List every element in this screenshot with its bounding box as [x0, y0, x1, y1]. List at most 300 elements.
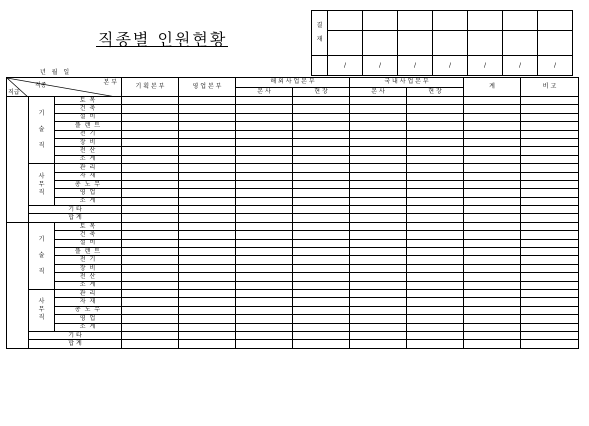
value-cell[interactable]	[122, 214, 179, 222]
approval-date-cell[interactable]: /	[468, 56, 503, 76]
value-cell[interactable]	[122, 273, 179, 281]
value-cell[interactable]	[464, 289, 521, 297]
value-cell[interactable]	[293, 264, 350, 272]
value-cell[interactable]	[350, 164, 407, 172]
value-cell[interactable]	[350, 340, 407, 348]
value-cell[interactable]	[521, 239, 579, 247]
value-cell[interactable]	[179, 97, 236, 105]
value-cell[interactable]	[293, 147, 350, 155]
value-cell[interactable]	[236, 239, 293, 247]
job-type-label: 토 목	[55, 97, 122, 105]
value-cell[interactable]	[179, 248, 236, 256]
value-cell[interactable]	[464, 331, 521, 339]
value-cell[interactable]	[179, 189, 236, 197]
value-cell[interactable]	[350, 105, 407, 113]
value-cell[interactable]	[407, 155, 464, 163]
value-cell[interactable]	[407, 281, 464, 289]
value-cell[interactable]	[236, 113, 293, 121]
table-row	[7, 264, 579, 272]
value-cell[interactable]	[350, 306, 407, 314]
value-cell[interactable]	[236, 248, 293, 256]
value-cell[interactable]	[350, 189, 407, 197]
value-cell[interactable]	[521, 248, 579, 256]
value-cell[interactable]	[236, 281, 293, 289]
value-cell[interactable]	[122, 315, 179, 323]
value-cell[interactable]	[293, 105, 350, 113]
value-cell[interactable]	[293, 197, 350, 205]
value-cell[interactable]	[122, 281, 179, 289]
value-cell[interactable]	[464, 214, 521, 222]
value-cell[interactable]	[122, 206, 179, 214]
value-cell[interactable]	[236, 222, 293, 230]
value-cell[interactable]	[350, 323, 407, 331]
value-cell[interactable]	[407, 172, 464, 180]
value-cell[interactable]	[464, 164, 521, 172]
value-cell[interactable]	[521, 180, 579, 188]
value-cell[interactable]	[179, 206, 236, 214]
value-cell[interactable]	[464, 256, 521, 264]
total-row-label: 합 계	[29, 214, 122, 222]
approval-sign-area[interactable]	[398, 31, 433, 56]
header-corner-cell	[7, 78, 122, 97]
value-cell[interactable]	[122, 164, 179, 172]
value-cell[interactable]	[350, 256, 407, 264]
value-cell[interactable]	[179, 289, 236, 297]
value-cell[interactable]	[407, 197, 464, 205]
value-cell[interactable]	[293, 172, 350, 180]
value-cell[interactable]	[179, 315, 236, 323]
value-cell[interactable]	[521, 122, 579, 130]
approval-date-cell[interactable]: /	[328, 56, 363, 76]
value-cell[interactable]	[521, 164, 579, 172]
value-cell[interactable]	[122, 340, 179, 348]
value-cell[interactable]	[179, 264, 236, 272]
approval-sign-cell[interactable]	[538, 11, 573, 31]
approval-date-cell[interactable]: /	[503, 56, 538, 76]
value-cell[interactable]	[122, 289, 179, 297]
value-cell[interactable]	[179, 113, 236, 121]
value-cell[interactable]	[179, 214, 236, 222]
value-cell[interactable]	[236, 180, 293, 188]
value-cell[interactable]	[293, 340, 350, 348]
value-cell[interactable]	[350, 155, 407, 163]
value-cell[interactable]	[407, 231, 464, 239]
value-cell[interactable]	[350, 197, 407, 205]
job-type-label: 건 축	[55, 105, 122, 113]
value-cell[interactable]	[293, 155, 350, 163]
value-cell[interactable]	[521, 130, 579, 138]
value-cell[interactable]	[293, 222, 350, 230]
value-cell[interactable]	[521, 298, 579, 306]
value-cell[interactable]	[350, 130, 407, 138]
value-cell[interactable]	[122, 239, 179, 247]
job-type-label: 장 비	[55, 138, 122, 146]
value-cell[interactable]	[293, 138, 350, 146]
value-cell[interactable]	[122, 222, 179, 230]
approval-sign-area[interactable]	[468, 31, 503, 56]
value-cell[interactable]	[293, 214, 350, 222]
value-cell[interactable]	[407, 206, 464, 214]
table-row	[7, 256, 579, 264]
approval-date-cell[interactable]: /	[433, 56, 468, 76]
value-cell[interactable]	[407, 138, 464, 146]
approval-date-cell[interactable]: /	[363, 56, 398, 76]
value-cell[interactable]	[407, 105, 464, 113]
sub-header-site: 현 장	[407, 87, 464, 97]
value-cell[interactable]	[521, 289, 579, 297]
value-cell[interactable]	[179, 323, 236, 331]
job-type-label: 소 계	[55, 281, 122, 289]
approval-sign-area[interactable]	[363, 31, 398, 56]
value-cell[interactable]	[350, 206, 407, 214]
value-cell[interactable]	[407, 323, 464, 331]
value-cell[interactable]	[293, 189, 350, 197]
sub-header-site: 현 장	[293, 87, 350, 97]
value-cell[interactable]	[122, 323, 179, 331]
value-cell[interactable]	[236, 122, 293, 130]
value-cell[interactable]	[236, 315, 293, 323]
value-cell[interactable]	[521, 197, 579, 205]
table-row	[7, 97, 579, 105]
value-cell[interactable]	[293, 273, 350, 281]
value-cell[interactable]	[236, 298, 293, 306]
value-cell[interactable]	[236, 105, 293, 113]
value-cell[interactable]	[521, 273, 579, 281]
value-cell[interactable]	[122, 264, 179, 272]
job-category-label: 사 무 직	[29, 164, 55, 206]
value-cell[interactable]	[293, 331, 350, 339]
value-cell[interactable]	[521, 340, 579, 348]
value-cell[interactable]	[179, 256, 236, 264]
value-cell[interactable]	[407, 147, 464, 155]
value-cell[interactable]	[350, 281, 407, 289]
value-cell[interactable]	[179, 298, 236, 306]
value-cell[interactable]	[236, 256, 293, 264]
approval-sign-cell[interactable]	[503, 11, 538, 31]
value-cell[interactable]	[236, 214, 293, 222]
value-cell[interactable]	[521, 264, 579, 272]
value-cell[interactable]	[521, 155, 579, 163]
value-cell[interactable]	[521, 138, 579, 146]
value-cell[interactable]	[293, 256, 350, 264]
value-cell[interactable]	[122, 298, 179, 306]
value-cell[interactable]	[236, 340, 293, 348]
value-cell[interactable]	[521, 315, 579, 323]
value-cell[interactable]	[407, 122, 464, 130]
value-cell[interactable]	[122, 97, 179, 105]
value-cell[interactable]	[464, 138, 521, 146]
value-cell[interactable]	[464, 315, 521, 323]
value-cell[interactable]	[236, 264, 293, 272]
value-cell[interactable]	[407, 315, 464, 323]
value-cell[interactable]	[179, 122, 236, 130]
value-cell[interactable]	[179, 164, 236, 172]
value-cell[interactable]	[464, 281, 521, 289]
value-cell[interactable]	[179, 180, 236, 188]
value-cell[interactable]	[179, 340, 236, 348]
job-type-label: 장 비	[55, 264, 122, 272]
value-cell[interactable]	[293, 180, 350, 188]
value-cell[interactable]	[122, 130, 179, 138]
value-cell[interactable]	[236, 197, 293, 205]
value-cell[interactable]	[407, 256, 464, 264]
value-cell[interactable]	[521, 231, 579, 239]
value-cell[interactable]	[407, 130, 464, 138]
value-cell[interactable]	[293, 289, 350, 297]
value-cell[interactable]	[179, 281, 236, 289]
value-cell[interactable]	[122, 197, 179, 205]
value-cell[interactable]	[179, 231, 236, 239]
value-cell[interactable]	[464, 248, 521, 256]
approval-sign-area[interactable]	[433, 31, 468, 56]
value-cell[interactable]	[293, 306, 350, 314]
value-cell[interactable]	[179, 147, 236, 155]
value-cell[interactable]	[236, 138, 293, 146]
value-cell[interactable]	[521, 113, 579, 121]
value-cell[interactable]	[521, 206, 579, 214]
value-cell[interactable]	[350, 248, 407, 256]
value-cell[interactable]	[179, 273, 236, 281]
value-cell[interactable]	[521, 189, 579, 197]
value-cell[interactable]	[179, 105, 236, 113]
value-cell[interactable]	[464, 239, 521, 247]
value-cell[interactable]	[521, 256, 579, 264]
job-type-label: 총 노 무	[55, 180, 122, 188]
value-cell[interactable]	[122, 256, 179, 264]
table-row	[7, 315, 579, 323]
table-row	[7, 281, 579, 289]
value-cell[interactable]	[407, 298, 464, 306]
value-cell[interactable]	[407, 214, 464, 222]
value-cell[interactable]	[293, 323, 350, 331]
table-row	[7, 147, 579, 155]
value-cell[interactable]	[464, 273, 521, 281]
value-cell[interactable]	[350, 172, 407, 180]
value-cell[interactable]	[464, 340, 521, 348]
value-cell[interactable]	[464, 172, 521, 180]
table-row	[7, 331, 579, 339]
value-cell[interactable]	[407, 340, 464, 348]
value-cell[interactable]	[179, 239, 236, 247]
value-cell[interactable]	[464, 197, 521, 205]
value-cell[interactable]	[236, 231, 293, 239]
job-type-label: 영 업	[55, 315, 122, 323]
value-cell[interactable]	[464, 298, 521, 306]
value-cell[interactable]	[236, 331, 293, 339]
value-cell[interactable]	[236, 289, 293, 297]
value-cell[interactable]	[407, 248, 464, 256]
value-cell[interactable]	[350, 289, 407, 297]
value-cell[interactable]	[521, 222, 579, 230]
approval-date-cell[interactable]: /	[398, 56, 433, 76]
date-label: 년 월 일	[40, 69, 72, 76]
job-type-label: 전 산	[55, 147, 122, 155]
value-cell[interactable]	[521, 147, 579, 155]
value-cell[interactable]	[236, 323, 293, 331]
value-cell[interactable]	[236, 273, 293, 281]
rank-cell[interactable]	[7, 222, 29, 348]
value-cell[interactable]	[293, 113, 350, 121]
value-cell[interactable]	[122, 248, 179, 256]
job-type-label: 총 노 무	[55, 306, 122, 314]
value-cell[interactable]	[122, 113, 179, 121]
value-cell[interactable]	[464, 323, 521, 331]
value-cell[interactable]	[236, 206, 293, 214]
value-cell[interactable]	[464, 206, 521, 214]
value-cell[interactable]	[407, 306, 464, 314]
job-category-label: 기 술 직	[29, 97, 55, 164]
value-cell[interactable]	[407, 222, 464, 230]
value-cell[interactable]	[407, 289, 464, 297]
value-cell[interactable]	[464, 222, 521, 230]
value-cell[interactable]	[407, 180, 464, 188]
value-cell[interactable]	[350, 315, 407, 323]
value-cell[interactable]	[521, 172, 579, 180]
table-row	[7, 231, 579, 239]
value-cell[interactable]	[464, 113, 521, 121]
job-category-label: 사 무 직	[29, 289, 55, 331]
value-cell[interactable]	[179, 197, 236, 205]
value-cell[interactable]	[521, 281, 579, 289]
value-cell[interactable]	[464, 147, 521, 155]
table-row	[7, 222, 579, 230]
value-cell[interactable]	[122, 138, 179, 146]
value-cell[interactable]	[521, 97, 579, 105]
value-cell[interactable]	[179, 331, 236, 339]
approval-sign-area[interactable]	[538, 31, 573, 56]
value-cell[interactable]	[350, 138, 407, 146]
value-cell[interactable]	[407, 264, 464, 272]
value-cell[interactable]	[521, 306, 579, 314]
value-cell[interactable]	[179, 130, 236, 138]
table-row	[7, 122, 579, 130]
value-cell[interactable]	[236, 189, 293, 197]
value-cell[interactable]	[407, 239, 464, 247]
value-cell[interactable]	[407, 273, 464, 281]
value-cell[interactable]	[407, 113, 464, 121]
job-type-label: 설 비	[55, 113, 122, 121]
value-cell[interactable]	[236, 172, 293, 180]
value-cell[interactable]	[122, 180, 179, 188]
value-cell[interactable]	[236, 155, 293, 163]
value-cell[interactable]	[350, 239, 407, 247]
value-cell[interactable]	[122, 147, 179, 155]
value-cell[interactable]	[464, 105, 521, 113]
value-cell[interactable]	[236, 97, 293, 105]
value-cell[interactable]	[464, 155, 521, 163]
value-cell[interactable]	[407, 331, 464, 339]
value-cell[interactable]	[407, 97, 464, 105]
value-cell[interactable]	[122, 122, 179, 130]
title-underline	[96, 46, 228, 47]
value-cell[interactable]	[521, 331, 579, 339]
value-cell[interactable]	[122, 189, 179, 197]
other-row-label: 기 타	[29, 331, 122, 339]
approval-sign-cell[interactable]	[363, 11, 398, 31]
col-header-overseas: 해 외 사 업 본 부	[236, 78, 350, 88]
approval-sign-area[interactable]	[328, 31, 363, 56]
approval-sign-area[interactable]	[503, 31, 538, 56]
value-cell[interactable]	[464, 130, 521, 138]
value-cell[interactable]	[350, 122, 407, 130]
value-cell[interactable]	[521, 323, 579, 331]
job-type-label: 자 재	[55, 298, 122, 306]
value-cell[interactable]	[350, 97, 407, 105]
value-cell[interactable]	[350, 264, 407, 272]
approval-sign-cell[interactable]	[433, 11, 468, 31]
value-cell[interactable]	[122, 105, 179, 113]
value-cell[interactable]	[293, 206, 350, 214]
value-cell[interactable]	[407, 189, 464, 197]
value-cell[interactable]	[122, 306, 179, 314]
value-cell[interactable]	[179, 306, 236, 314]
value-cell[interactable]	[293, 130, 350, 138]
job-category-label: 기 술 직	[29, 222, 55, 289]
value-cell[interactable]	[293, 281, 350, 289]
value-cell[interactable]	[293, 248, 350, 256]
value-cell[interactable]	[350, 331, 407, 339]
approval-date-cell[interactable]: /	[538, 56, 573, 76]
table-row	[7, 105, 579, 113]
value-cell[interactable]	[236, 147, 293, 155]
value-cell[interactable]	[350, 273, 407, 281]
value-cell[interactable]	[293, 298, 350, 306]
value-cell[interactable]	[464, 189, 521, 197]
approval-sign-cell[interactable]	[398, 11, 433, 31]
job-type-label: 전 기	[55, 256, 122, 264]
value-cell[interactable]	[293, 97, 350, 105]
value-cell[interactable]	[236, 130, 293, 138]
value-cell[interactable]	[464, 231, 521, 239]
value-cell[interactable]	[179, 138, 236, 146]
value-cell[interactable]	[236, 164, 293, 172]
value-cell[interactable]	[236, 306, 293, 314]
value-cell[interactable]	[350, 222, 407, 230]
value-cell[interactable]	[350, 180, 407, 188]
value-cell[interactable]	[464, 180, 521, 188]
value-cell[interactable]	[122, 231, 179, 239]
value-cell[interactable]	[122, 172, 179, 180]
value-cell[interactable]	[350, 298, 407, 306]
value-cell[interactable]	[122, 331, 179, 339]
value-cell[interactable]	[350, 231, 407, 239]
job-type-label: 플 랜 트	[55, 248, 122, 256]
value-cell[interactable]	[521, 105, 579, 113]
value-cell[interactable]	[521, 214, 579, 222]
rank-cell[interactable]	[7, 97, 29, 223]
value-cell[interactable]	[179, 172, 236, 180]
value-cell[interactable]	[122, 155, 179, 163]
value-cell[interactable]	[464, 264, 521, 272]
approval-sign-cell[interactable]	[468, 11, 503, 31]
value-cell[interactable]	[293, 239, 350, 247]
value-cell[interactable]	[179, 222, 236, 230]
value-cell[interactable]	[179, 155, 236, 163]
value-cell[interactable]	[464, 97, 521, 105]
value-cell[interactable]	[350, 147, 407, 155]
value-cell[interactable]	[293, 315, 350, 323]
value-cell[interactable]	[293, 122, 350, 130]
value-cell[interactable]	[293, 231, 350, 239]
value-cell[interactable]	[464, 306, 521, 314]
value-cell[interactable]	[407, 164, 464, 172]
approval-sign-cell[interactable]	[328, 11, 363, 31]
value-cell[interactable]	[293, 164, 350, 172]
value-cell[interactable]	[350, 214, 407, 222]
value-cell[interactable]	[350, 113, 407, 121]
job-type-label: 자 재	[55, 172, 122, 180]
value-cell[interactable]	[464, 122, 521, 130]
